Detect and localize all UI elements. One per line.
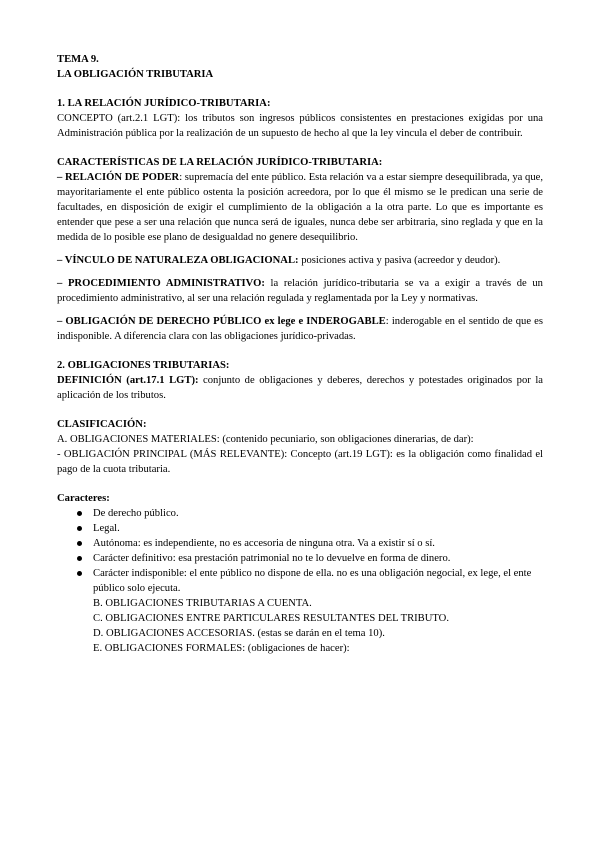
section1-heading: 1. LA RELACIÓN JURÍDICO-TRIBUTARIA: (57, 98, 271, 109)
obligational-bond-label: – VÍNCULO DE NATURALEZA OBLIGACIONAL: (57, 255, 299, 266)
power-relation-label: – RELACIÓN DE PODER (57, 172, 180, 183)
admin-procedure-paragraph (57, 276, 543, 306)
obligation-e-line: E. OBLIGACIONES FORMALES: (obligaciones de hacer): (93, 643, 350, 654)
obligation-d-line: D. OBLIGACIONES ACCESORIAS. (estas se darán en el tema 10). (93, 628, 385, 639)
list-continuation: público solo ejecuta. (93, 583, 181, 594)
material-obligations-line: A. OBLIGACIONES MATERIALES: (contenido pecuniario, son obligaciones dinerarias, de dar): (57, 434, 474, 445)
list-item: Carácter indisponible: el ente público no dispone de ella. no es una obligación negocial, ex lege, el ente (57, 566, 543, 581)
principal-obligation-paragraph: - OBLIGACIÓN PRINCIPAL (MÁS RELEVANTE): Concepto (art.19 LGT): es la obligación como finalidad el pago de la cuota tributaria. (57, 449, 543, 475)
document-content (57, 52, 543, 656)
document-title: LA OBLIGACIÓN TRIBUTARIA (57, 69, 214, 80)
characteristics-heading: CARACTERÍSTICAS DE LA RELACIÓN JURÍDICO-TRIBUTARIA: (57, 157, 383, 168)
obligation-b-line: B. OBLIGACIONES TRIBUTARIAS A CUENTA. (93, 598, 312, 609)
power-relation-paragraph (57, 170, 543, 245)
public-law-obligation-paragraph (57, 314, 543, 344)
public-law-obligation-text: : inderogable en el sentido de que es indisponible. A diferencia clara con las obligaciones jurídico-privadas. (57, 316, 543, 342)
obligation-c-line: C. OBLIGACIONES ENTRE PARTICULARES RESULTANTES DEL TRIBUTO. (93, 613, 449, 624)
caracteres-heading: Caracteres: (57, 493, 110, 504)
admin-procedure-label: – PROCEDIMIENTO ADMINISTRATIVO: (57, 278, 265, 289)
list-item: Carácter definitivo: esa prestación patrimonial no te lo devuelve en forma de dinero. (57, 551, 543, 566)
section2-heading: 2. OBLIGACIONES TRIBUTARIAS: (57, 360, 230, 371)
list-item: Legal. (57, 521, 543, 536)
definition-text: conjunto de obligaciones y deberes, derechos y potestades originados por la aplicación de los tributos. (57, 375, 543, 401)
list-item: Autónoma: es independiente, no es accesoria de ninguna otra. Va a existir sí o sí. (57, 536, 543, 551)
topic-number: TEMA 9. (57, 54, 99, 65)
admin-procedure-text: la relación jurídico-tributaria se va a exigir a través de un procedimiento administrativo, al ser una relación regulada y reglamentada por la Ley y normativas. (57, 278, 543, 304)
concept-paragraph: CONCEPTO (art.2.1 LGT): los tributos son ingresos públicos consistentes en prestaciones exigidas por una Administración pública por la realización de un supuesto de hecho al que la ley vincula el deber de contribuir. (57, 113, 543, 139)
list-item: De derecho público. (57, 506, 543, 521)
power-relation-text: : supremacía del ente público. Esta relación va a estar siempre desequilibrada, ya que, mayoritariamente el ente público ostenta la posición acreedora, por lo que él mismo se le predican una serie de facultades, en disposición de exigir el cumplimiento de la obligación a la otra parte. Lo que es importante es entender que pese a ser una relación que nunca será de iguales, nunca debe ser arbitraria, sino reglada y que en la medida de lo posible ese plano de desigualdad no genere desequilibrio. (57, 172, 543, 243)
classification-heading: CLASIFICACIÓN: (57, 419, 147, 430)
public-law-obligation-label: – OBLIGACIÓN DE DERECHO PÚBLICO ex lege e INDEROGABLE (57, 316, 386, 327)
definition-label: DEFINICIÓN (art.17.1 LGT): (57, 375, 199, 386)
obligational-bond-paragraph (57, 253, 543, 268)
obligational-bond-text: posiciones activa y pasiva (acreedor y deudor). (298, 255, 501, 266)
caracteres-list (57, 506, 543, 581)
definition-paragraph (57, 373, 543, 403)
